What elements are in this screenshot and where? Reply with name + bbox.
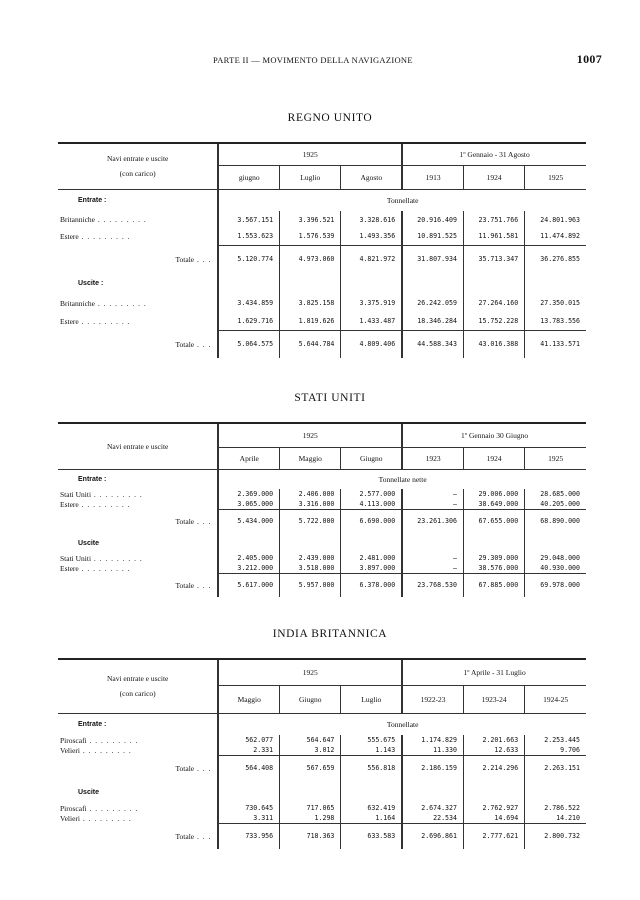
table-row: Estere . . . 3.065.000 3.316.000 4.113.000 — 38.649.000 40.205.000 (58, 499, 586, 509)
table-row: Stati Uniti . . . 2.369.000 2.406.000 2.577.000 — 29.006.000 28.685.000 (58, 489, 586, 499)
col-header: 1925 (525, 447, 586, 469)
col-header: 1922-23 (402, 685, 463, 713)
total-row: Totale . . . 5.617.000 5.957.000 6.378.000 23.768.530 67.885.000 69.978.000 (58, 573, 586, 597)
col-header: Maggio (280, 447, 341, 469)
col-header: Agosto (341, 165, 402, 189)
table-row: Britanniche . . . 3.434.859 3.825.158 3.375.919 26.242.059 27.264.160 27.350.015 (58, 293, 586, 313)
col-header: Luglio (341, 685, 402, 713)
section-title-india-britannica: INDIA BRITANNICA (272, 628, 388, 640)
row-header: Navi entrate e uscite (con carico) (58, 659, 218, 713)
section-title-stati-uniti: STATI UNITI (294, 392, 366, 404)
section-title-regno-unito: REGNO UNITO (287, 112, 373, 124)
uscite-label: Uscite : (78, 279, 104, 287)
row-header: Navi entrate e uscite (58, 423, 218, 469)
table-row: Estere . . . 1.553.623 1.576.539 1.493.356 10.891.525 11.961.581 11.474.892 (58, 228, 586, 245)
table-india-britannica (58, 658, 586, 849)
entrate-label: Entrate : (78, 475, 107, 483)
table-row: Piroscafi . . . 562.077 564.647 555.675 1.174.829 2.201.663 2.253.445 (58, 735, 586, 745)
total-row: Totale . . . 5.120.774 4.973.060 4.821.972 31.807.934 35.713.347 36.276.855 (58, 245, 586, 273)
group-header-period: 1º Gennaio 30 Giugno (402, 423, 586, 447)
group-header-period: 1º Gennaio - 31 Agosto (402, 143, 586, 165)
table-row: Britanniche . . . 3.567.151 3.396.521 3.328.616 20.916.409 23.751.766 24.801.963 (58, 211, 586, 228)
uscite-label: Uscite (78, 788, 100, 796)
group-header-1925: 1925 (218, 659, 402, 685)
table-row: Estere . . . 1.629.716 1.819.626 1.433.487 18.346.284 15.752.228 13.783.556 (58, 313, 586, 330)
group-header-1925: 1925 (218, 423, 402, 447)
total-row: Totale . . . 5.064.575 5.644.784 4.809.406 44.588.343 43.016.388 41.133.571 (58, 330, 586, 358)
uscite-label: Uscite (78, 539, 100, 547)
col-header: Luglio (280, 165, 341, 189)
row-header: Navi entrate e uscite (con carico) (58, 143, 218, 189)
col-header: 1913 (402, 165, 463, 189)
entrate-label: Entrate : (78, 720, 107, 728)
col-header: Maggio (218, 685, 279, 713)
page-number: 1007 (576, 52, 602, 66)
col-header: 1924 (463, 447, 524, 469)
col-header: 1924-25 (525, 685, 586, 713)
unit-label: Tonnellate (218, 713, 586, 735)
table-row: Piroscafi . . . 730.645 717.065 632.419 2.674.327 2.762.927 2.786.522 (58, 803, 586, 813)
page-header (58, 52, 602, 67)
col-header: Giugno (280, 685, 341, 713)
col-header: 1924 (463, 165, 524, 189)
group-header-1925: 1925 (218, 143, 402, 165)
table-row: Velieri . . . 3.311 1.298 1.164 22.534 14.694 14.210 (58, 813, 586, 823)
table-regno-unito (58, 142, 586, 358)
table-row: Velieri . . . 2.331 3.012 1.143 11.330 12.633 9.706 (58, 745, 586, 755)
table-row: Stati Uniti . . . 2.405.000 2.439.000 2.481.000 — 29.309.000 29.048.000 (58, 553, 586, 563)
col-header: 1923 (402, 447, 463, 469)
col-header: Aprile (218, 447, 279, 469)
total-row: Totale . . . 564.408 567.659 556.818 2.186.159 2.214.296 2.263.151 (58, 755, 586, 781)
col-header: giugno (218, 165, 279, 189)
running-title: PARTE II — MOVIMENTO DELLA NAVIGAZIONE (213, 55, 413, 65)
col-header: 1925 (525, 165, 586, 189)
group-header-period: 1º Aprile - 31 Luglio (402, 659, 586, 685)
col-header: 1923-24 (463, 685, 524, 713)
table-stati-uniti (58, 422, 586, 597)
unit-label: Tonnellate nette (218, 469, 586, 489)
total-row: Totale . . . 733.956 718.363 633.583 2.696.861 2.777.621 2.800.732 (58, 823, 586, 849)
unit-label: Tonnellate (218, 189, 586, 211)
total-row: Totale . . . 5.434.000 5.722.000 6.690.000 23.261.306 67.655.000 68.890.000 (58, 509, 586, 533)
col-header: Giugno (341, 447, 402, 469)
table-row: Estere . . . 3.212.000 3.518.000 3.897.000 — 38.576.000 40.930.000 (58, 563, 586, 573)
entrate-label: Entrate : (78, 196, 107, 204)
